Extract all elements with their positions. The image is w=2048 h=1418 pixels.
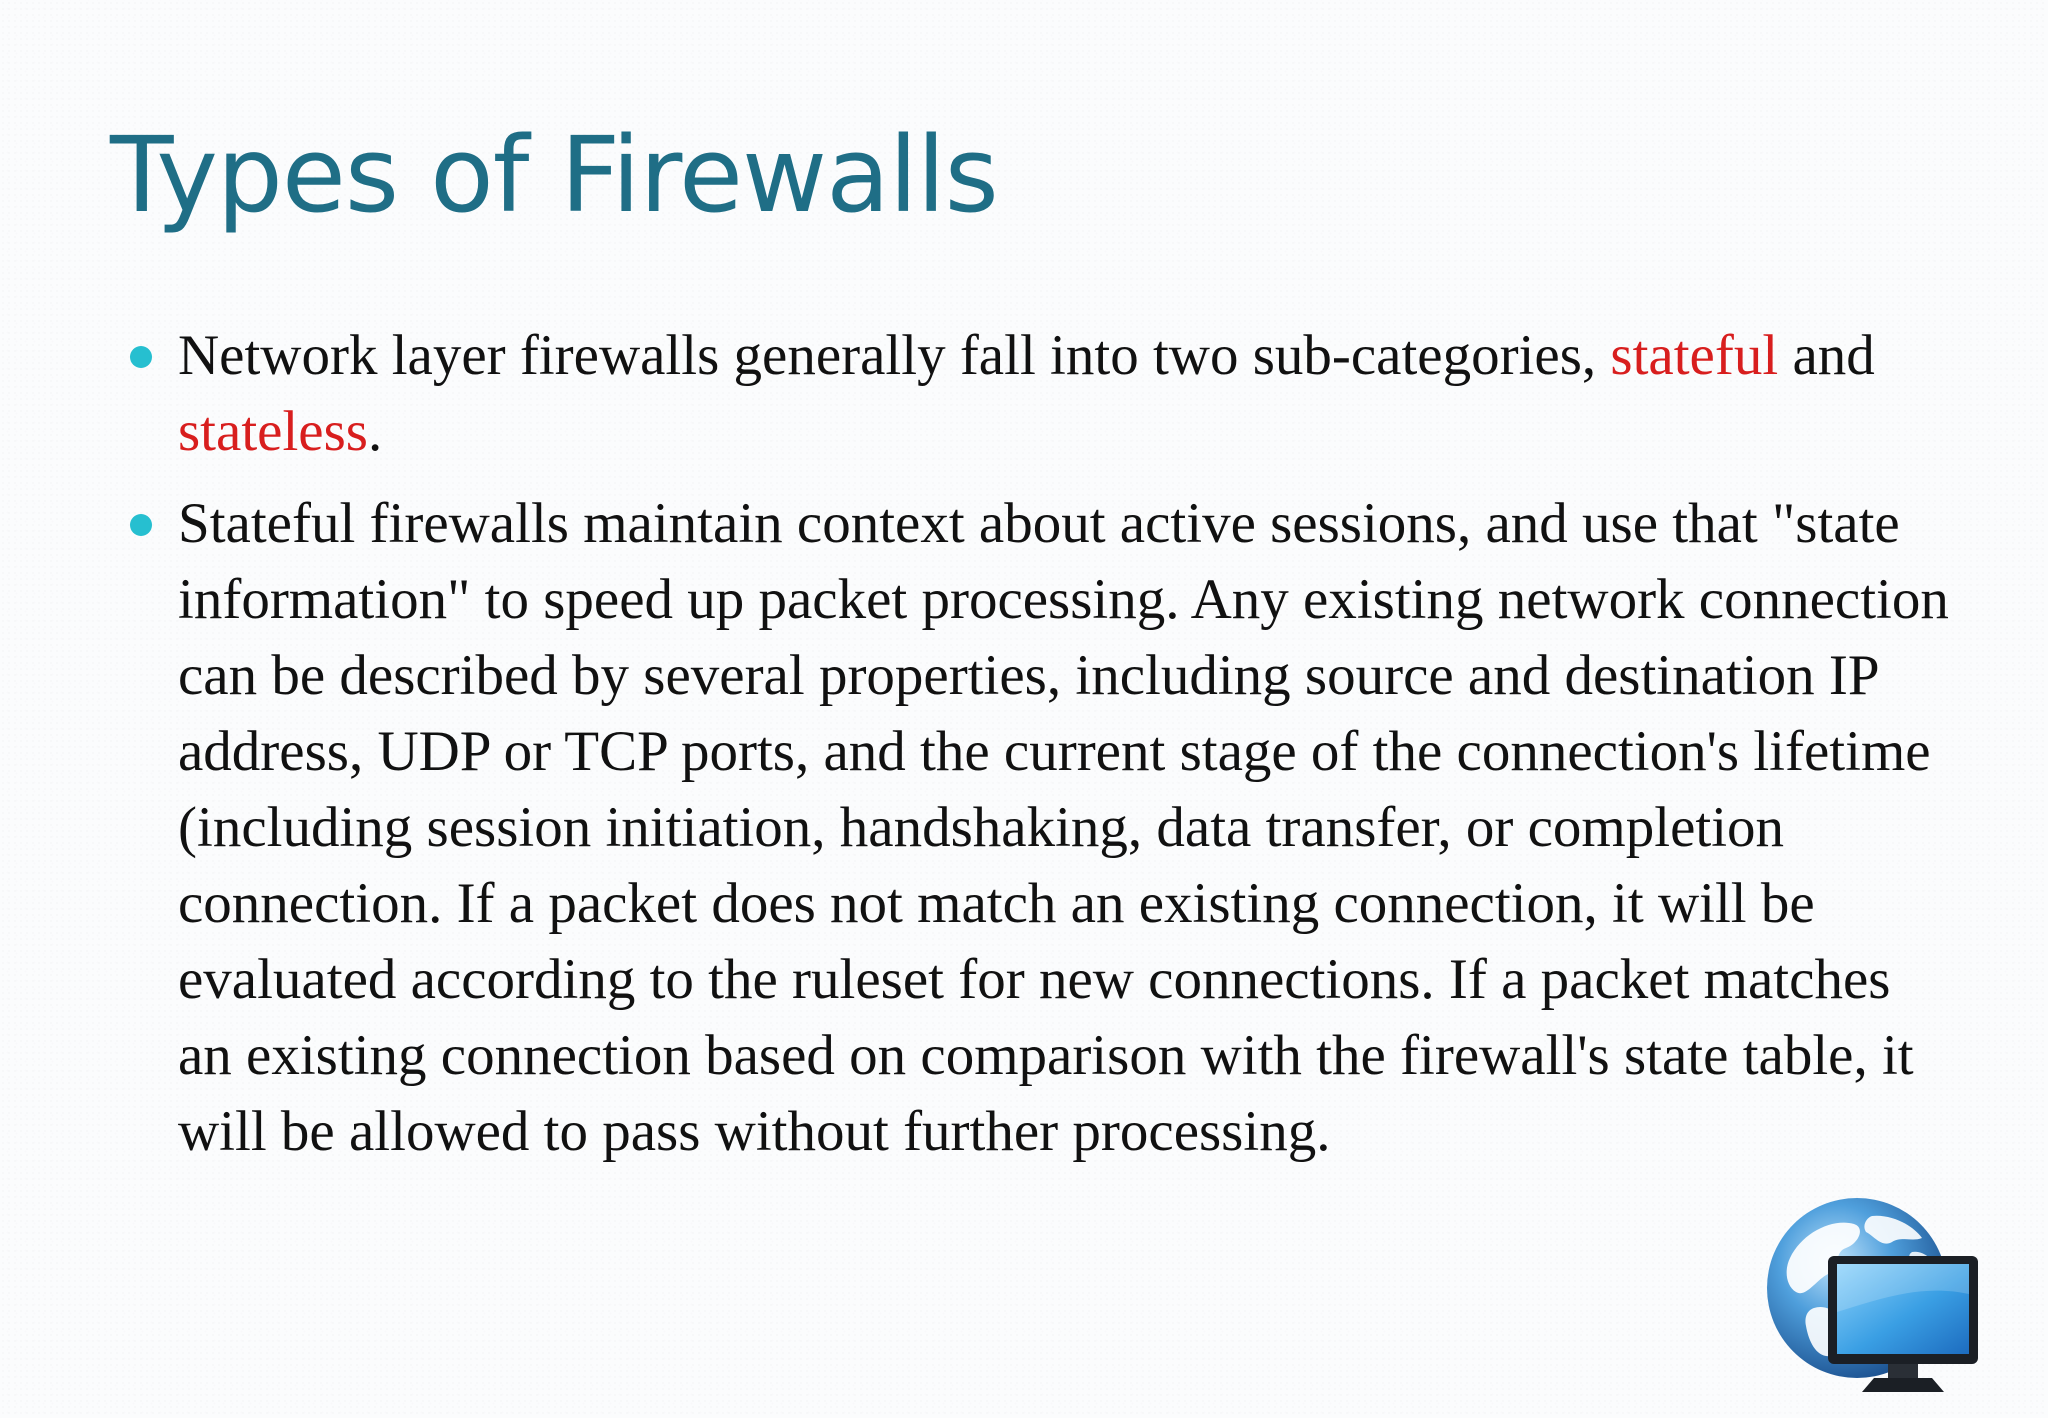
bullet-dot-icon xyxy=(130,514,152,536)
bullet-dot-icon xyxy=(130,346,152,368)
globe-with-monitor-icon xyxy=(1762,1188,1992,1398)
bullet-item-subcategories xyxy=(130,318,1950,470)
highlight-term-stateless: stateless xyxy=(178,400,368,463)
text-segment: Stateful firewalls maintain context about active sessions, and use that "state information" to speed up packet processing. Any existing network connection can be described by several properties, including source and destination IP address, UDP or TCP ports, and the current stage of the connection's lifetime (including session initiation, handshaking, data transfer, or completion connection. If a packet does not match an existing connection, it will be evaluated according to the ruleset for new connections. If a packet matches an existing connection based on comparison with the firewall's state table, it will be allowed to pass without further processing. xyxy=(178,492,1949,1163)
text-segment: . xyxy=(367,400,383,463)
bullet-list xyxy=(130,318,1950,1186)
text-segment: Network layer firewalls generally fall into two sub-categories, xyxy=(178,324,1611,387)
text-segment: and xyxy=(1778,324,1875,387)
slide-title: Types of Firewalls xyxy=(110,114,998,236)
bullet-text xyxy=(178,486,1950,1170)
highlight-term-stateful: stateful xyxy=(1610,324,1779,387)
bullet-item-stateful-description xyxy=(130,486,1950,1170)
bullet-text xyxy=(178,318,1950,470)
